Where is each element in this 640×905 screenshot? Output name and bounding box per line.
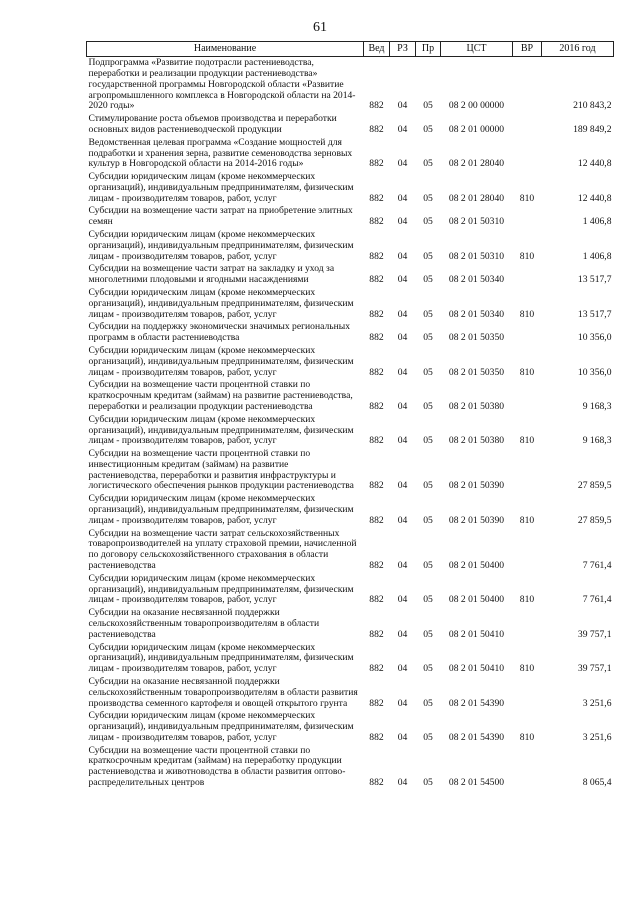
row-name: Субсидии юридическим лицам (кроме некоммерческих организаций), индивидуальным предпринимателям, физическим лицам - производителям товаров, работ, услуг — [88, 710, 354, 743]
row-amount: 1 406,8 — [582, 216, 612, 228]
row-name: Субсидии на возмещение части процентной ставки по инвестиционным кредитам (займам) на развитие растениеводства, переработки и развития инфраструктуры и логистического обеспечения рынков продукции растениеводства — [88, 448, 354, 492]
table-row — [87, 607, 614, 641]
row-amount: 7 761,4 — [582, 560, 612, 572]
row-vr: 810 — [519, 192, 535, 204]
row-name: Ведомственная целевая программа «Создание мощностей для подработки и хранения зерна, развитие семеноводства зерновых культур в Новгородской области на 2014-2016 годы» — [88, 136, 353, 170]
row-ved: 882 — [369, 158, 384, 170]
row-name: Субсидии на возмещение части затрат на закладку и уход за многолетними плодовыми и ягодными насаждениями — [88, 263, 335, 286]
header-year: 2016 год — [542, 42, 614, 57]
row-rz: 04 — [397, 192, 408, 204]
row-cst: 08 2 01 50410 — [448, 628, 505, 640]
row-amount: 9 168,3 — [582, 400, 612, 412]
row-vr — [513, 57, 542, 113]
row-amount: 3 251,6 — [582, 731, 612, 743]
row-rz: 04 — [397, 250, 408, 262]
row-cst: 08 2 01 54500 — [448, 777, 505, 789]
row-rz: 04 — [397, 100, 408, 112]
row-cst: 08 2 01 54390 — [448, 731, 505, 743]
row-rz: 04 — [397, 697, 408, 709]
header-pr: Пр — [416, 42, 441, 57]
row-rz: 04 — [397, 366, 408, 378]
row-vr — [513, 321, 542, 345]
row-name: Подпрограмма «Развитие подотрасли растениеводства, переработки и реализации продукции растениеводства» государственной программы Новгородской области «Развитие агропромышленного комплекса в Новгородской области на 2014-2020 годы» — [88, 57, 356, 112]
row-vr — [513, 379, 542, 413]
row-pr: 05 — [423, 100, 433, 112]
row-amount: 1 406,8 — [582, 250, 612, 262]
row-ved: 882 — [369, 731, 384, 743]
row-name: Субсидии юридическим лицам (кроме некоммерческих организаций), индивидуальным предпринимателям, физическим лицам - производителям товаров, работ, услуг — [88, 229, 354, 262]
row-pr: 05 — [423, 514, 433, 526]
row-ved: 882 — [369, 216, 384, 228]
table-body — [87, 57, 614, 790]
row-pr: 05 — [423, 308, 433, 320]
table-row — [87, 493, 614, 527]
row-cst: 08 2 01 28040 — [448, 192, 505, 204]
row-name: Субсидии на возмещение части процентной ставки по краткосрочным кредитам (займам) на развитие растениеводства, переработки и реализации продукции растениеводства — [88, 379, 353, 412]
row-rz: 04 — [397, 400, 408, 412]
row-amount: 10 356,0 — [577, 332, 612, 344]
row-name: Субсидии на оказание несвязанной поддержки сельскохозяйственным товаропроизводителям в области развития производства семенного картофеля и овощей открытого грунта — [88, 675, 358, 709]
row-rz: 04 — [397, 731, 408, 743]
row-ved: 882 — [369, 777, 384, 789]
row-ved: 882 — [369, 480, 384, 492]
row-name: Субсидии юридическим лицам (кроме некоммерческих организаций), индивидуальным предпринимателям, физическим лицам - производителям товаров, работ, услуг — [88, 641, 354, 675]
header-cst: ЦСТ — [441, 42, 513, 57]
row-ved: 882 — [369, 628, 384, 640]
row-rz: 04 — [397, 123, 408, 135]
table-row — [87, 229, 614, 263]
row-amount: 189 849,2 — [573, 123, 612, 135]
page-number: 61 — [313, 20, 327, 35]
row-cst: 08 2 01 50380 — [448, 400, 505, 412]
row-ved: 882 — [369, 435, 384, 447]
row-ved: 882 — [369, 594, 384, 606]
row-name: Стимулирование роста объемов производства и переработки основных видов растениеводческой продукции — [88, 113, 337, 135]
row-rz: 04 — [397, 435, 408, 447]
table-row — [87, 745, 614, 790]
table-header — [87, 42, 614, 57]
row-ved: 882 — [369, 308, 384, 320]
table-row — [87, 287, 614, 321]
row-cst: 08 2 01 54390 — [448, 697, 505, 709]
table-row — [87, 448, 614, 493]
row-pr: 05 — [423, 158, 433, 170]
row-cst: 08 2 01 28040 — [448, 158, 505, 170]
table-row — [87, 57, 614, 113]
row-ved: 882 — [369, 400, 384, 412]
row-vr: 810 — [519, 594, 535, 606]
header-ved: Вед — [364, 42, 390, 57]
row-name: Субсидии юридическим лицам (кроме некоммерческих организаций), индивидуальным предпринимателям, физическим лицам - производителям товаров, работ, услуг — [88, 493, 354, 526]
row-cst: 08 2 01 50350 — [448, 366, 505, 378]
table-row — [87, 137, 614, 171]
table-row — [87, 321, 614, 345]
row-ved: 882 — [369, 332, 384, 344]
row-name: Субсидии на возмещение части затрат сельскохозяйственных товаропроизводителей на уплату страховой премии, начисленной по договору сельскохозяйственного страхования в области растениеводства — [88, 527, 357, 572]
header-rz: РЗ — [390, 42, 416, 57]
row-cst: 08 2 01 00000 — [448, 123, 505, 135]
row-rz: 04 — [397, 480, 408, 492]
budget-table — [86, 41, 614, 790]
row-pr: 05 — [423, 663, 433, 675]
row-name: Субсидии юридическим лицам (кроме некоммерческих организаций), индивидуальным предпринимателям, физическим лицам - производителям товаров, работ, услуг — [88, 344, 354, 378]
row-ved: 882 — [369, 366, 384, 378]
row-pr: 05 — [423, 366, 433, 378]
row-ved: 882 — [369, 250, 384, 262]
row-name: Субсидии на возмещение части затрат на приобретение элитных семян — [88, 205, 353, 228]
table-row — [87, 379, 614, 413]
row-pr: 05 — [423, 731, 433, 743]
row-cst: 08 2 01 50410 — [448, 663, 505, 675]
row-cst: 08 2 01 50390 — [448, 480, 505, 492]
row-name: Субсидии юридическим лицам (кроме некоммерческих организаций), индивидуальным предпринимателям, физическим лицам - производителям товаров, работ, услуг — [88, 171, 354, 204]
table-row — [87, 205, 614, 229]
row-ved: 882 — [369, 274, 384, 286]
row-pr: 05 — [423, 192, 433, 204]
row-name: Субсидии юридическим лицам (кроме некоммерческих организаций), индивидуальным предпринимателям, физическим лицам - производителям товаров, работ, услуг — [88, 413, 354, 447]
row-rz: 04 — [397, 594, 408, 606]
row-rz: 04 — [397, 216, 408, 228]
row-amount: 12 440,8 — [577, 192, 612, 204]
row-name: Субсидии на оказание несвязанной поддержки сельскохозяйственным товаропроизводителям в области растениеводства — [88, 607, 320, 640]
row-rz: 04 — [397, 274, 408, 286]
row-cst: 08 2 01 50310 — [448, 216, 505, 228]
row-rz: 04 — [397, 560, 408, 572]
row-cst: 08 2 01 50340 — [448, 274, 505, 286]
table-row — [87, 710, 614, 744]
row-amount: 10 356,0 — [577, 366, 612, 378]
row-amount: 39 757,1 — [577, 663, 612, 675]
row-amount: 27 859,5 — [577, 514, 612, 526]
row-ved: 882 — [369, 100, 384, 112]
row-amount: 12 440,8 — [577, 158, 612, 170]
row-cst: 08 2 01 50390 — [448, 514, 505, 526]
row-pr: 05 — [423, 594, 433, 606]
row-vr: 810 — [519, 663, 535, 675]
row-amount: 8 065,4 — [582, 777, 612, 789]
row-vr — [513, 205, 542, 229]
row-rz: 04 — [397, 332, 408, 344]
row-name: Субсидии на возмещение части процентной ставки по краткосрочным кредитам (займам) на переработку продукции растениеводства и животноводства в области развития оптово-распределительных центров — [88, 744, 346, 789]
row-name: Субсидии юридическим лицам (кроме некоммерческих организаций), индивидуальным предпринимателям, физическим лицам - производителям товаров, работ, услуг — [88, 572, 354, 606]
row-vr: 810 — [519, 366, 535, 378]
row-rz: 04 — [397, 514, 408, 526]
row-amount: 13 517,7 — [577, 308, 612, 320]
table-row — [87, 573, 614, 607]
row-amount: 3 251,6 — [582, 697, 612, 709]
row-vr — [513, 137, 542, 171]
row-pr: 05 — [423, 250, 433, 262]
row-vr: 810 — [519, 308, 535, 320]
row-pr: 05 — [423, 697, 433, 709]
row-ved: 882 — [369, 697, 384, 709]
row-amount: 9 168,3 — [582, 435, 612, 447]
row-ved: 882 — [369, 123, 384, 135]
row-rz: 04 — [397, 628, 408, 640]
row-amount: 39 757,1 — [577, 628, 612, 640]
row-vr: 810 — [519, 435, 535, 447]
row-amount: 7 761,4 — [582, 594, 612, 606]
row-cst: 08 2 01 50380 — [448, 435, 505, 447]
row-name: Субсидии юридическим лицам (кроме некоммерческих организаций), индивидуальным предпринимателям, физическим лицам - производителям товаров, работ, услуг — [88, 287, 354, 320]
row-pr: 05 — [423, 274, 433, 286]
row-vr — [513, 263, 542, 287]
row-cst: 08 2 01 50310 — [448, 250, 505, 262]
row-amount: 210 843,2 — [573, 100, 612, 112]
row-pr: 05 — [423, 216, 433, 228]
row-rz: 04 — [397, 663, 408, 675]
header-vr: ВР — [513, 42, 542, 57]
table-row — [87, 345, 614, 379]
row-cst: 08 2 01 50400 — [448, 594, 505, 606]
row-vr — [513, 113, 542, 137]
table-row — [87, 527, 614, 572]
row-ved: 882 — [369, 560, 384, 572]
row-rz: 04 — [397, 777, 408, 789]
row-amount: 13 517,7 — [577, 274, 612, 286]
row-vr: 810 — [519, 731, 535, 743]
table-row — [87, 171, 614, 205]
table-row — [87, 641, 614, 675]
row-pr: 05 — [423, 777, 433, 789]
row-vr — [513, 527, 542, 572]
row-pr: 05 — [423, 628, 433, 640]
row-pr: 05 — [423, 123, 433, 135]
row-vr — [513, 607, 542, 641]
row-pr: 05 — [423, 332, 433, 344]
row-vr: 810 — [519, 514, 535, 526]
row-pr: 05 — [423, 560, 433, 572]
row-ved: 882 — [369, 514, 384, 526]
row-cst: 08 2 00 00000 — [448, 100, 505, 112]
row-rz: 04 — [397, 158, 408, 170]
row-amount: 27 859,5 — [577, 480, 612, 492]
row-rz: 04 — [397, 308, 408, 320]
header-name: Наименование — [87, 42, 364, 57]
row-cst: 08 2 01 50350 — [448, 332, 505, 344]
table-row — [87, 113, 614, 137]
row-vr — [513, 676, 542, 710]
row-cst: 08 2 01 50340 — [448, 308, 505, 320]
row-vr — [513, 745, 542, 790]
row-pr: 05 — [423, 400, 433, 412]
row-cst: 08 2 01 50400 — [448, 560, 505, 572]
row-ved: 882 — [369, 663, 384, 675]
row-pr: 05 — [423, 480, 433, 492]
row-pr: 05 — [423, 435, 433, 447]
row-vr — [513, 448, 542, 493]
table-row — [87, 414, 614, 448]
header-row — [87, 42, 614, 57]
row-name: Субсидии на поддержку экономически значимых региональных программ в области растениеводства — [88, 321, 350, 344]
row-vr: 810 — [519, 250, 535, 262]
table-row — [87, 263, 614, 287]
table-row — [87, 676, 614, 710]
row-ved: 882 — [369, 192, 384, 204]
